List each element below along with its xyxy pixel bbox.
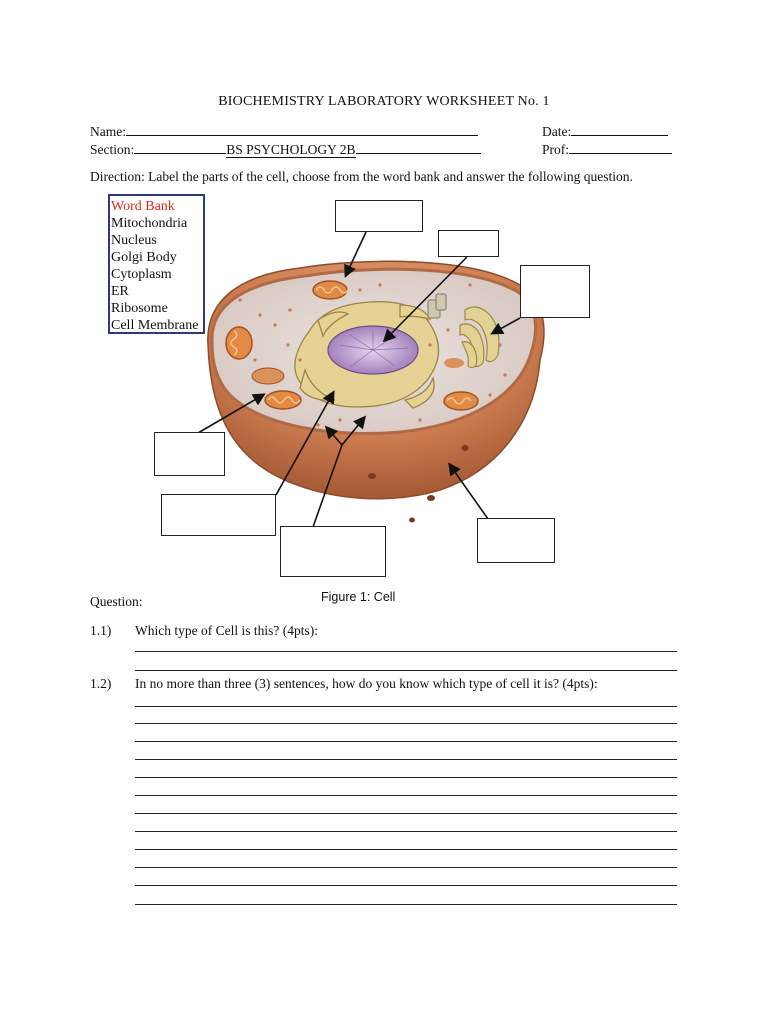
name-label: Name:	[90, 124, 126, 139]
answer-line[interactable]	[135, 849, 677, 850]
answer-line[interactable]	[135, 723, 677, 724]
prof-label: Prof:	[542, 142, 569, 157]
answer-line[interactable]	[135, 651, 677, 652]
label-box-5[interactable]	[161, 494, 276, 536]
mitochondrion-1	[313, 281, 348, 299]
word-bank-item: Golgi Body	[111, 250, 177, 265]
word-bank-item: ER	[111, 284, 129, 299]
answer-line[interactable]	[135, 706, 677, 707]
label-box-3[interactable]	[520, 265, 590, 318]
answer-line[interactable]	[135, 759, 677, 760]
answer-line[interactable]	[135, 741, 677, 742]
label-box-6[interactable]	[280, 526, 386, 577]
answer-line[interactable]	[135, 795, 677, 796]
worksheet-title: BIOCHEMISTRY LABORATORY WORKSHEET No. 1	[218, 94, 550, 109]
mitochondrion-2	[226, 327, 252, 359]
label-box-1[interactable]	[335, 200, 423, 232]
question-text: Which type of Cell is this? (4pts):	[135, 623, 318, 638]
question-heading: Question:	[90, 594, 143, 609]
question-number: 1.1)	[90, 623, 112, 638]
answer-line[interactable]	[135, 885, 677, 886]
mitochondrion-4	[444, 392, 478, 410]
answer-line[interactable]	[135, 867, 677, 868]
question-text: In no more than three (3) sentences, how do you know which type of cell it is? (4pts):	[135, 676, 598, 691]
figure-caption: Figure 1: Cell	[321, 590, 396, 604]
word-bank-item: Mitochondria	[111, 216, 188, 231]
word-bank-item: Cell Membrane	[111, 318, 199, 333]
section-label: Section:	[90, 142, 135, 157]
answer-line[interactable]	[135, 831, 677, 832]
word-bank-title: Word Bank	[111, 199, 175, 214]
word-bank-item: Ribosome	[111, 301, 168, 316]
answer-line[interactable]	[135, 904, 677, 905]
question-number: 1.2)	[90, 676, 112, 691]
answer-line[interactable]	[135, 670, 677, 671]
direction-text: Direction: Label the parts of the cell, choose from the word bank and answer the following question.	[90, 169, 633, 184]
word-bank-item: Cytoplasm	[111, 267, 172, 282]
answer-line[interactable]	[135, 813, 677, 814]
section-value: BS PSYCHOLOGY 2B	[226, 142, 356, 157]
answer-line[interactable]	[135, 777, 677, 778]
label-box-2[interactable]	[438, 230, 499, 257]
date-label: Date:	[542, 124, 572, 139]
mitochondrion-3	[265, 391, 301, 409]
label-box-4[interactable]	[154, 432, 225, 476]
word-bank-item: Nucleus	[111, 233, 157, 248]
label-box-7[interactable]	[477, 518, 555, 563]
